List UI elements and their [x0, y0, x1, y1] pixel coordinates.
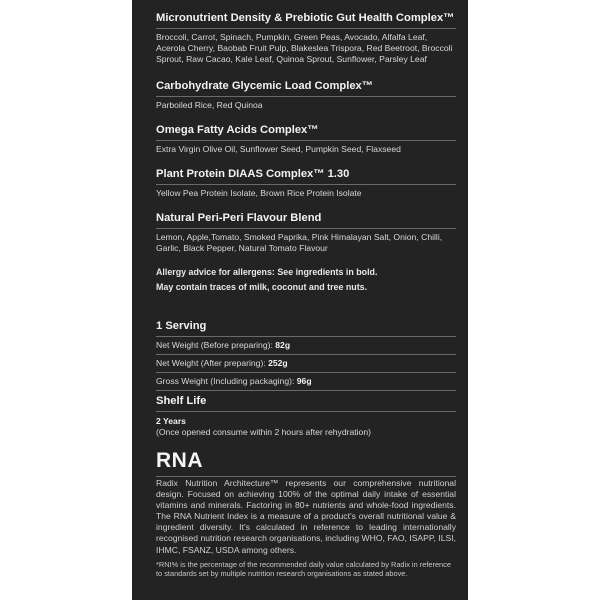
footnote: *RNI% is the percentage of the recommended daily value calculated by Radix in reference to standards set by multiple nutrition research organisations as stated above.	[156, 560, 451, 579]
section-title: Plant Protein DIAAS Complex™ 1.30	[156, 168, 456, 185]
serving-title: 1 Serving	[156, 320, 456, 337]
protein-section	[156, 168, 456, 199]
brand-section	[156, 449, 456, 477]
allergy-line: Allergy advice for allergens: See ingredients in bold.	[156, 267, 378, 277]
allergy-advice	[156, 265, 456, 294]
section-body: Lemon, Apple,Tomato, Smoked Paprika, Pink Himalayan Salt, Onion, Chilli, Garlic, Black Pepper, Natural Tomato Flavour	[156, 232, 443, 254]
brand-paragraph-block	[156, 478, 456, 556]
rna-logo: RNA	[156, 449, 203, 472]
serving-value: 82g	[275, 340, 291, 350]
serving-value: 252g	[268, 358, 288, 368]
section-title: Omega Fatty Acids Complex™	[156, 124, 456, 141]
serving-label: Net Weight (Before preparing):	[156, 340, 276, 350]
carbohydrate-section	[156, 80, 456, 111]
shelf-duration: 2 Years	[156, 416, 186, 426]
serving-label: Gross Weight (Including packaging):	[156, 376, 297, 386]
section-body: Parboiled Rice, Red Quinoa	[156, 100, 263, 110]
serving-row	[156, 337, 456, 355]
serving-row	[156, 373, 456, 391]
section-body: Yellow Pea Protein Isolate, Brown Rice Protein Isolate	[156, 188, 362, 198]
omega-section	[156, 124, 456, 155]
brand-paragraph: Radix Nutrition Architecture™ represents our comprehensive nutritional design. Focused on achieving 100% of the optimal daily intake of essential vitamins and minerals. Factoring in 80+ nutrients and whole-food ingredients. The RNA Nutrient Index is a measure of a product's overall nutritional value & ingredient diversity. It's calculated in reference to leading internationally recognised nutrition research organisations, including WHO, FAO, ISAPP, ILSI, IHMC, FSANZ, USDA among others.	[156, 478, 456, 555]
section-body: Extra Virgin Olive Oil, Sunflower Seed, Pumpkin Seed, Flaxseed	[156, 144, 401, 154]
divider	[156, 476, 456, 477]
section-title: Micronutrient Density & Prebiotic Gut Health Complex™	[156, 12, 456, 29]
section-body: Broccoli, Carrot, Spinach, Pumpkin, Green Peas, Avocado, Alfalfa Leaf, Acerola Cherry, Baobab Fruit Pulp, Blakeslea Trispora, Red Beetroot, Broccoli Sprout, Raw Cacao, Kale Leaf, Quinoa Sprout, Sunflower, Parsley Leaf	[156, 32, 453, 65]
footnote-block	[156, 560, 456, 579]
allergy-line: May contain traces of milk, coconut and tree nuts.	[156, 281, 368, 292]
label-panel	[132, 0, 468, 600]
shelf-title: Shelf Life	[156, 395, 456, 412]
serving-section	[156, 320, 456, 391]
shelf-life-section	[156, 395, 456, 437]
section-title: Carbohydrate Glycemic Load Complex™	[156, 80, 456, 97]
section-title: Natural Peri-Peri Flavour Blend	[156, 212, 456, 229]
shelf-note: (Once opened consume within 2 hours after rehydration)	[156, 427, 371, 437]
serving-row	[156, 355, 456, 373]
micronutrient-section	[156, 12, 456, 66]
serving-value: 96g	[296, 376, 312, 386]
flavour-section	[156, 212, 456, 254]
serving-label: Net Weight (After preparing):	[156, 358, 269, 368]
